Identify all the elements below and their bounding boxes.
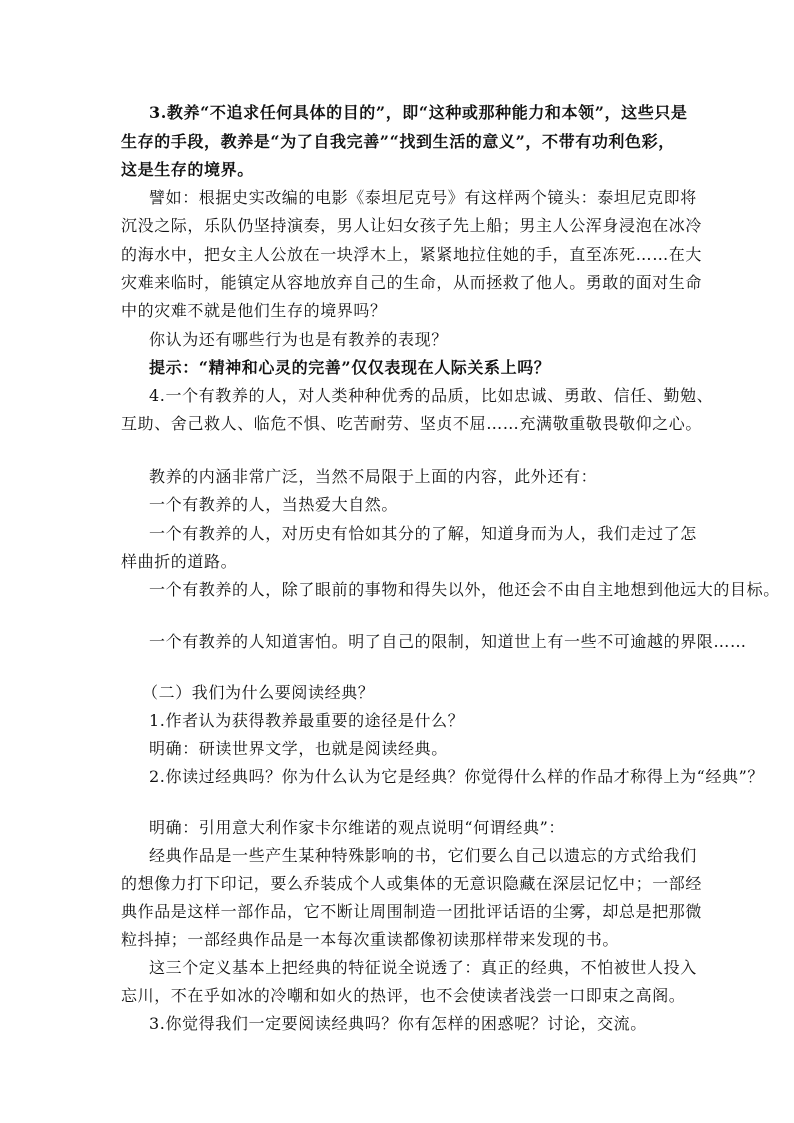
answer-line: 明确：研读世界文学，也就是阅读经典。 — [149, 739, 448, 758]
para-line: 灾难来临时，能镇定从容地放弃自己的生命，从而拯救了他人。勇敢的面对生命 — [121, 273, 703, 292]
para-line: 这是生存的境界。 — [121, 160, 254, 179]
para-line: 一个有教养的人，当热爱大自然。 — [149, 495, 399, 514]
section-heading: （二）我们为什么要阅读经典？ — [142, 683, 375, 702]
para-line: 经典作品是一些产生某种特殊影响的书，它们要么自己以遗忘的方式给我们 — [149, 846, 697, 865]
para-line: 这三个定义基本上把经典的特征说全说透了：真正的经典，不怕被世人投入 — [149, 958, 697, 977]
para-line: 典作品是这样一部作品，它不断让周围制造一团批评话语的尘雾，却总是把那微 — [121, 902, 703, 921]
para-line: 一个有教养的人，除了眼前的事物和得失以外，他还会不由自主地想到他远大的目标。 — [149, 580, 780, 599]
question-line: 1.作者认为获得教养最重要的途径是什么？ — [149, 711, 465, 730]
para-line: 一个有教养的人，对历史有恰如其分的了解，知道身而为人，我们走过了怎 — [149, 524, 697, 543]
para-line: 的海水中，把女主人公放在一块浮木上，紧紧地拉住她的手，直至冻死……在大 — [121, 245, 703, 264]
para-line: 譬如：根据史实改编的电影《泰坦尼克号》有这样两个镜头：泰坦尼克即将 — [149, 188, 697, 207]
para-line: 一个有教养的人知道害怕。明了自己的限制，知道世上有一些不可逾越的界限…… — [149, 632, 747, 651]
question-line: 你认为还有哪些行为也是有教养的表现？ — [149, 330, 448, 349]
para-line: 生存的手段，教养是“为了自我完善”“找到生活的意义”，不带有功利色彩， — [121, 132, 675, 151]
para-line: 4.一个有教养的人，对人类种种优秀的品质，比如忠诚、勇敢、信任、勤勉、 — [149, 386, 714, 405]
para-line: 互助、舍己救人、临危不惧、吃苦耐劳、坚贞不屈……充满敬重敬畏敬仰之心。 — [121, 414, 703, 433]
answer-line: 明确：引用意大利作家卡尔维诺的观点说明“何谓经典”： — [149, 818, 565, 837]
para-line: 3.教养“不追求任何具体的目的”，即“这种或那种能力和本领”，这些只是 — [149, 103, 688, 122]
para-line: 的想像力打下印记，要么乔装成个人或集体的无意识隐藏在深层记忆中；一部经 — [121, 874, 703, 893]
para-line: 教养的内涵非常广泛，当然不局限于上面的内容，此外还有： — [149, 467, 598, 486]
hint-line: 提示：“精神和心灵的完善”仅仅表现在人际关系上吗？ — [149, 358, 551, 377]
question-line: 2.你读过经典吗？你为什么认为它是经典？你觉得什么样的作品才称得上为“经典”？ — [149, 767, 765, 786]
para-line: 忘川，不在乎如冰的冷嘲和如火的热评，也不会使读者浅尝一口即束之高阁。 — [121, 986, 686, 1005]
para-line: 中的灾难不就是他们生存的境界吗？ — [121, 301, 387, 320]
para-line: 粒抖掉；一部经典作品是一本每次重读都像初读那样带来发现的书。 — [121, 930, 620, 949]
para-line: 样曲折的道路。 — [121, 552, 238, 571]
question-line: 3.你觉得我们一定要阅读经典吗？你有怎样的困惑呢？讨论，交流。 — [149, 1014, 647, 1033]
para-line: 沉没之际，乐队仍坚持演奏，男人让妇女孩子先上船；男主人公浑身浸泡在冰冷 — [121, 216, 703, 235]
